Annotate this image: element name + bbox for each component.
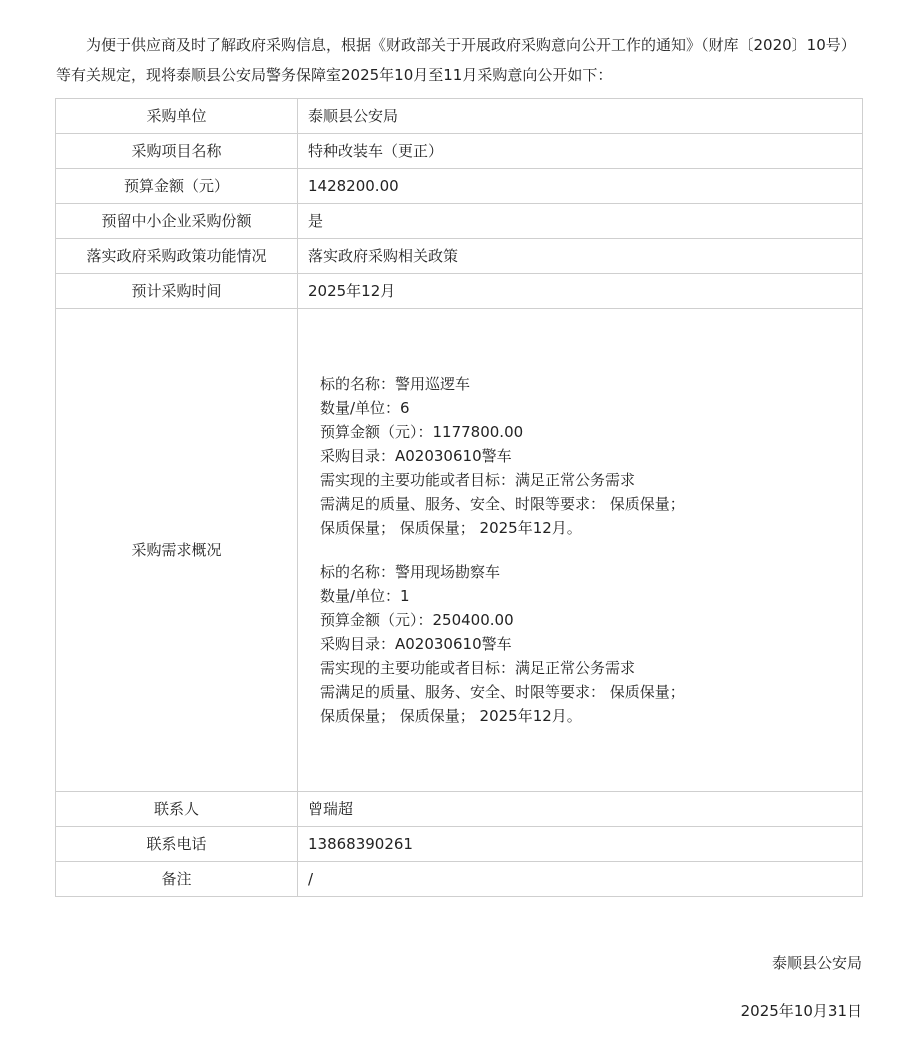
row-label-contact: 联系人 — [56, 792, 298, 827]
table-row — [56, 274, 863, 309]
row-value-contact: 曾瑞超 — [298, 792, 863, 827]
table-row — [56, 827, 863, 862]
row-label-demand: 采购需求概况 — [56, 309, 298, 792]
row-value-purchaser: 泰顺县公安局 — [298, 99, 863, 134]
row-value-phone: 13868390261 — [298, 827, 863, 862]
item-quantity: 数量/单位：6 — [320, 399, 410, 417]
row-value-expected-time: 2025年12月 — [298, 274, 863, 309]
row-value-budget: 1428200.00 — [298, 169, 863, 204]
item-budget: 预算金额（元）：250400.00 — [320, 611, 514, 629]
item-catalog: 采购目录：A02030610警车 — [320, 635, 512, 653]
row-label-remarks: 备注 — [56, 862, 298, 897]
item-requirements-cont: 保质保量； 保质保量； 2025年12月。 — [320, 519, 582, 537]
demand-item — [308, 560, 852, 728]
row-label-budget: 预算金额（元） — [56, 169, 298, 204]
table-row — [56, 204, 863, 239]
table-row — [56, 169, 863, 204]
issuing-organization: 泰顺县公安局 — [771, 954, 862, 972]
table-row — [56, 134, 863, 169]
demand-item — [308, 372, 852, 540]
row-label-sme-share: 预留中小企业采购份额 — [56, 204, 298, 239]
row-label-phone: 联系电话 — [56, 827, 298, 862]
item-quantity: 数量/单位：1 — [320, 587, 410, 605]
item-name: 标的名称：警用现场勘察车 — [320, 563, 501, 581]
table-row — [56, 862, 863, 897]
row-value-sme-share: 是 — [298, 204, 863, 239]
item-budget: 预算金额（元）：1177800.00 — [320, 423, 524, 441]
table-row — [56, 792, 863, 827]
row-value-remarks: / — [298, 862, 863, 897]
row-label-project-name: 采购项目名称 — [56, 134, 298, 169]
item-requirements: 需满足的质量、服务、安全、时限等要求： 保质保量； — [320, 495, 685, 513]
item-catalog: 采购目录：A02030610警车 — [320, 447, 512, 465]
row-label-policy: 落实政府采购政策功能情况 — [56, 239, 298, 274]
item-name: 标的名称：警用巡逻车 — [320, 375, 471, 393]
row-value-project-name: 特种改装车（更正） — [298, 134, 863, 169]
table-row-demand — [56, 309, 863, 792]
item-requirements: 需满足的质量、服务、安全、时限等要求： 保质保量； — [320, 683, 685, 701]
item-goal: 需实现的主要功能或者目标：满足正常公务需求 — [320, 659, 636, 677]
item-goal: 需实现的主要功能或者目标：满足正常公务需求 — [320, 471, 636, 489]
row-value-demand — [298, 309, 863, 792]
table-row — [56, 239, 863, 274]
procurement-table — [55, 98, 863, 897]
table-row — [56, 99, 863, 134]
row-label-expected-time: 预计采购时间 — [56, 274, 298, 309]
item-requirements-cont: 保质保量； 保质保量； 2025年12月。 — [320, 707, 582, 725]
intro-paragraph: 为便于供应商及时了解政府采购信息，根据《财政部关于开展政府采购意向公开工作的通知》（财库〔2020〕10号）等有关规定，现将泰顺县公安局警务保障室2025年10月至11月采购意向公开如下： — [56, 36, 856, 84]
row-label-purchaser: 采购单位 — [56, 99, 298, 134]
issue-date: 2025年10月31日 — [740, 1002, 862, 1020]
row-value-policy: 落实政府采购相关政策 — [298, 239, 863, 274]
